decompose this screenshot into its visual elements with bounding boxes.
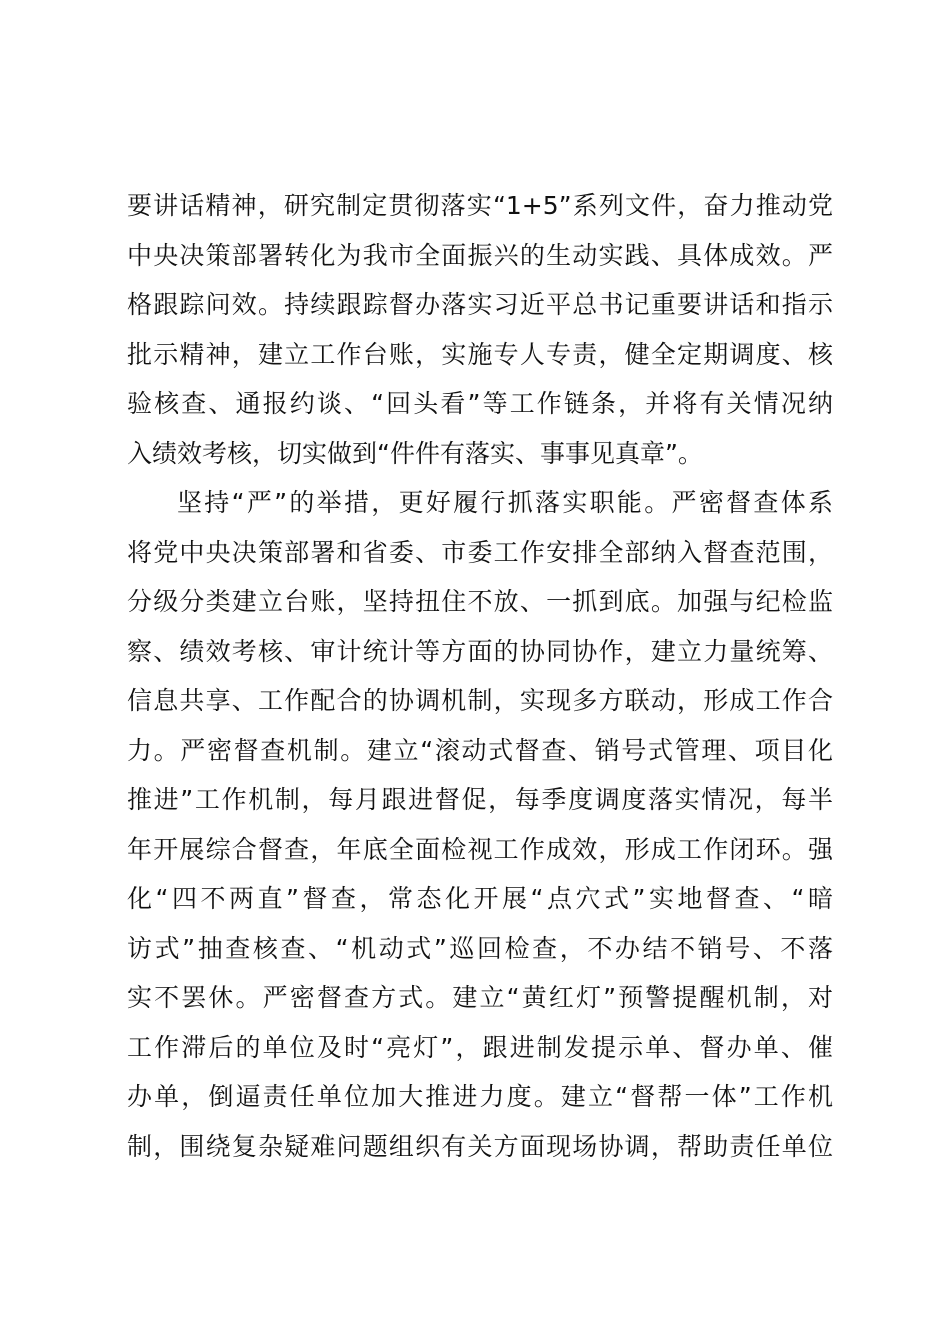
paragraph-line: 工作滞后的单位及时“亮灯”，跟进制发提示单、督办单、催 <box>127 1032 833 1062</box>
paragraph-line: 批示精神，建立工作台账，实施专人专责，健全定期调度、核 <box>127 339 833 369</box>
paragraph-line: 将党中央决策部署和省委、市委工作安排全部纳入督查范围， <box>127 537 833 567</box>
paragraph-line: 化“四不两直”督查，常态化开展“点穴式”实地督查、“暗 <box>127 884 833 913</box>
paragraph-line: 要讲话精神，研究制定贯彻落实“1+5”系列文件，奋力推动党 <box>127 191 833 220</box>
paragraph-line: 访式”抽查核查、“机动式”巡回检查，不办结不销号、不落 <box>127 933 833 963</box>
paragraph-line: 察、绩效考核、审计统计等方面的协同协作，建立力量统筹、 <box>127 636 833 666</box>
paragraph-line: 信息共享、工作配合的协调机制，实现多方联动，形成工作合 <box>127 686 833 715</box>
paragraph-1 <box>127 181 833 478</box>
paragraph-2 <box>127 478 833 1171</box>
paragraph-line: 验核查、通报约谈、“回头看”等工作链条，并将有关情况纳 <box>127 389 833 418</box>
paragraph-line: 制，围绕复杂疑难问题组织有关方面现场协调，帮助责任单位 <box>127 1131 833 1161</box>
paragraph-line: 年开展综合督查，年底全面检视工作成效，形成工作闭环。强 <box>127 834 833 864</box>
paragraph-line: 办单，倒逼责任单位加大推进力度。建立“督帮一体”工作机 <box>127 1082 833 1111</box>
paragraph-line: 中央决策部署转化为我市全面振兴的生动实践、具体成效。严 <box>127 240 833 270</box>
paragraph-line: 坚持“严”的举措，更好履行抓落实职能。严密督查体系 <box>177 488 833 517</box>
paragraph-line: 分级分类建立台账，坚持扭住不放、一抓到底。加强与纪检监 <box>127 587 833 616</box>
paragraph-line: 入绩效考核，切实做到“件件有落实、事事见真章”。 <box>127 438 703 468</box>
paragraph-line: 力。严密督查机制。建立“滚动式督查、销号式管理、项目化 <box>127 735 833 765</box>
paragraph-line: 格跟踪问效。持续跟踪督办落实习近平总书记重要讲话和指示 <box>127 290 833 319</box>
paragraph-line: 推进”工作机制，每月跟进督促，每季度调度落实情况，每半 <box>127 785 833 814</box>
paragraph-line: 实不罢休。严密督查方式。建立“黄红灯”预警提醒机制，对 <box>127 983 833 1012</box>
